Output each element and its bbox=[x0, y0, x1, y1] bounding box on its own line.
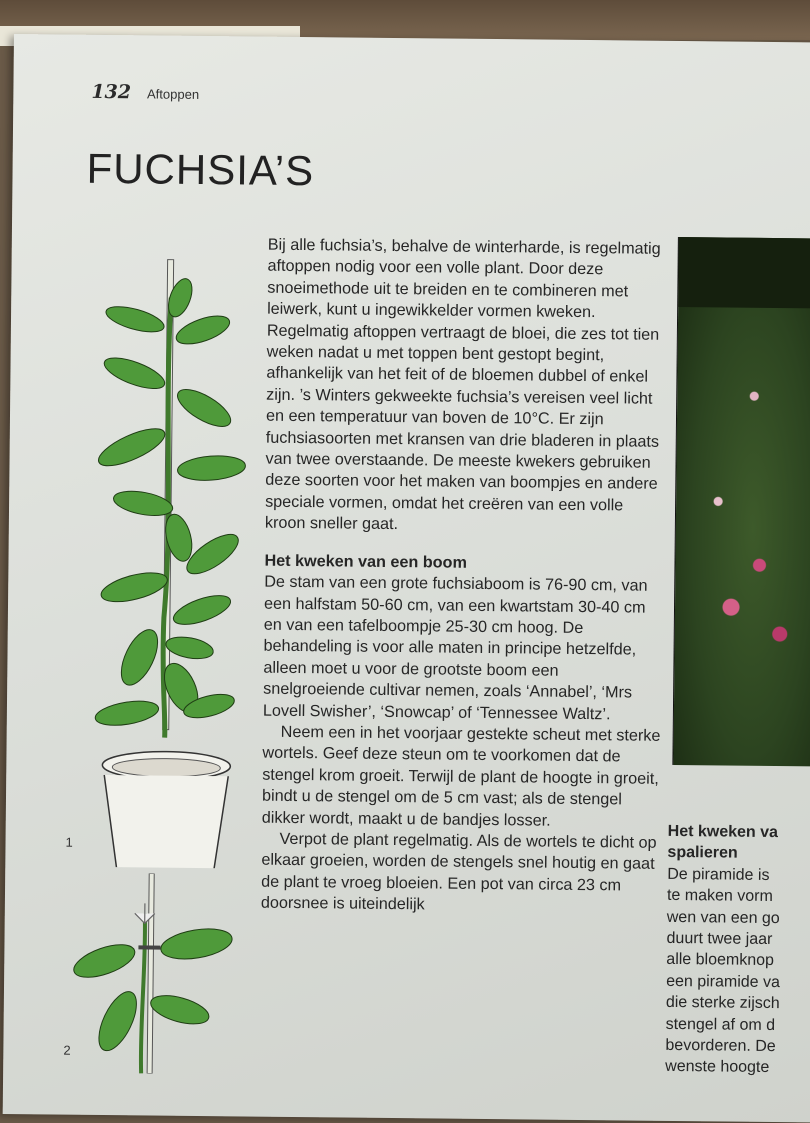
right-line: alle bloemknop bbox=[666, 951, 775, 970]
running-section-title: Aftoppen bbox=[146, 86, 200, 102]
right-line: die sterke zijsch bbox=[665, 994, 780, 1013]
running-header bbox=[91, 81, 199, 104]
right-line: stengel af om d bbox=[665, 1015, 776, 1034]
right-subheading-line-2: spalieren bbox=[667, 844, 738, 863]
right-line: een piramide va bbox=[666, 972, 781, 991]
right-line: wen van een go bbox=[666, 908, 780, 927]
chapter-title: FUCHSIA’S bbox=[86, 144, 315, 195]
right-line: duurt twee jaar bbox=[666, 929, 773, 949]
right-subheading-line-1: Het kweken va bbox=[667, 822, 779, 842]
intro-paragraph: Bij alle fuchsia’s, behalve de winterharde, is regelmatig aftoppen nodig voor een volle plant. Door deze snoeimethode uit te breiden en te combineren met leiwerk, kunt u ingewikkelder vormen kweken. Regelmatig aftoppen vertraagt de bloei, die zes tot tien weken nadat u met toppen bent gestopt begint, afhankelijk van het feit of de bloemen dubbel of enkel zijn. ’s Winters gekweekte fuchsia’s vereisen veel licht en een temperatuur van boven de 10°C. Er zijn fuchsiasoorten met kransen van drie bladeren in plaats van twee overstaande. De meeste kwekers gebruiken deze soorten voor het maken van boompjes en andere speciale vormen, omdat het creëren van een volle kroon sneller gaat. bbox=[264, 235, 661, 534]
figure-1-label: 1 bbox=[65, 834, 73, 850]
right-text-column bbox=[665, 821, 810, 1080]
right-line: wenste hoogte bbox=[665, 1058, 770, 1077]
tree-paragraph-3: Verpot de plant regelmatig. Als de wortels te dicht op elkaar groeien, worden de stengels snel houtig en gaat de plant te vroeg bloeien. Een pot van circa 23 cm doorsnee is uiteindelijk bbox=[260, 829, 657, 914]
fuchsia-photograph bbox=[672, 237, 810, 766]
tree-paragraph-2: Neem een in het voorjaar gestekte scheut met sterke wortels. Geef deze steun om te voorkomen dat de stengel krom groeit. Terwijl de plant de hoogte in groeit, bindt u de stengel om de 5 cm vast; als de stengel dikker wordt, maakt u de bandjes losser. bbox=[261, 722, 661, 830]
photo-dark-background bbox=[678, 237, 810, 308]
right-line: De piramide is bbox=[667, 865, 770, 884]
subheading-tree: Het kweken van een boom bbox=[264, 551, 468, 572]
main-text-column bbox=[261, 235, 668, 919]
fuchsia-pot-illustration bbox=[69, 257, 265, 869]
figure-2-label: 2 bbox=[63, 1042, 71, 1058]
page-number: 132 bbox=[91, 80, 132, 104]
book-page bbox=[3, 34, 810, 1123]
tree-paragraph-1: De stam van een grote fuchsiaboom is 76-90 cm, van een halfstam 50-60 cm, van een kwartstam 30-40 cm en van een tafelboompje 25-30 cm hoog. De behandeling is voor alle maten in principe hetzelfde, alleen moet u voor de grootste boom een snelgroeiende cultivar nemen, zoals ‘Annabel’, ‘Mrs Lovell Swisher’, ‘Snowcap’ of ‘Tennessee Waltz’. bbox=[262, 572, 648, 723]
right-line: te maken vorm bbox=[666, 887, 773, 906]
fuchsia-stem-tie-illustration bbox=[59, 873, 251, 1075]
right-line: bevorderen. De bbox=[665, 1036, 776, 1056]
